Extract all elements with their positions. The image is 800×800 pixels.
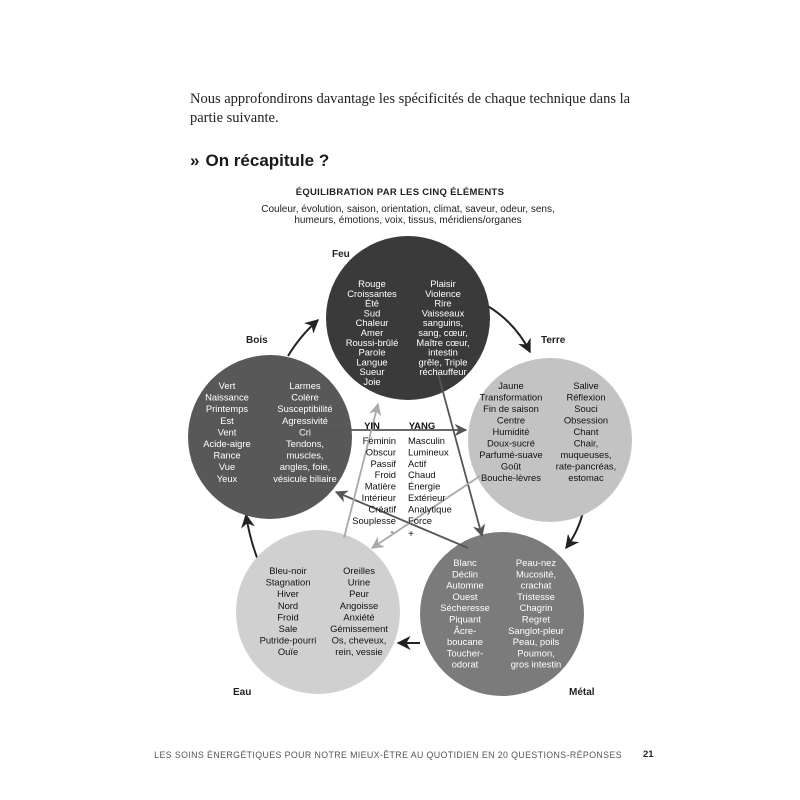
diagram-text-line: Amer bbox=[360, 327, 384, 338]
diagram-text-line: estomac bbox=[568, 472, 604, 483]
diagram-text-line: Naissance bbox=[205, 391, 249, 403]
diagram-text-line: Tristesse bbox=[517, 590, 555, 602]
diagram-text-line: Colère bbox=[291, 391, 319, 403]
diagram-text-line: Gémissement bbox=[330, 623, 388, 634]
diagram-text-line: Chant bbox=[573, 426, 599, 437]
diagram-text-line: réchauffeur bbox=[419, 366, 467, 378]
diagram-text-line: rate-pancréas, bbox=[555, 460, 617, 472]
circle-metal bbox=[420, 532, 584, 696]
intro-paragraph: Nous approfondirons davantage les spécificités de chaque technique dans la partie suivante. bbox=[190, 91, 631, 126]
diagram-text-line: Automne bbox=[446, 579, 484, 591]
diagram-text-line: Est bbox=[220, 414, 234, 426]
diagram-text-line: Ouïe bbox=[277, 646, 299, 658]
diagram-text-line: Peau-nez bbox=[515, 557, 557, 568]
circle-bois bbox=[188, 355, 352, 519]
diagram-text-line: Froid bbox=[374, 469, 396, 481]
diagram-text-line: Doux-sucré bbox=[487, 437, 535, 449]
label-metal: Métal bbox=[569, 687, 595, 698]
diagram-text-line: Susceptibilité bbox=[277, 403, 333, 415]
diagram-text-line: Peau, poils bbox=[512, 636, 560, 648]
diagram-text-line: Sueur bbox=[359, 366, 385, 378]
diagram-text-line: Sanglot-pleur bbox=[508, 624, 564, 636]
diagram-text-line: Urine bbox=[347, 576, 371, 588]
yang-column bbox=[408, 435, 452, 526]
diagram-text-line: Nord bbox=[277, 599, 299, 611]
diagram-text-line: Humidité bbox=[492, 426, 530, 437]
label-bois: Bois bbox=[246, 335, 268, 346]
diagram-text-line: Cri bbox=[299, 426, 311, 438]
diagram-text-line: Jaune bbox=[498, 380, 524, 391]
diagram-text-line: Matière bbox=[364, 480, 396, 492]
diagram-text-line: Sud bbox=[363, 307, 381, 319]
diagram-text-line: Rire bbox=[434, 297, 452, 309]
diagram-text-line: grêle, Triple bbox=[418, 356, 468, 368]
diagram-text-line: rein, vessie bbox=[335, 646, 383, 658]
diagram-text-line: intestin bbox=[428, 346, 458, 358]
diagram-text-line: Printemps bbox=[205, 403, 249, 415]
diagram-text-line: Mucosité, bbox=[515, 568, 557, 580]
diagram-text-line: Hiver bbox=[277, 588, 299, 600]
diagram-text-line: Stagnation bbox=[265, 576, 311, 588]
diagram-text-line: Salive bbox=[573, 380, 599, 391]
diagram-text-line: Analytique bbox=[408, 503, 452, 515]
diagram-text-line: Croissantes bbox=[347, 287, 397, 299]
diagram-text-line: Joie bbox=[363, 376, 381, 387]
diagram-text-line: sang, cœur, bbox=[418, 327, 468, 338]
page-number: 21 bbox=[643, 749, 654, 760]
diagram-text-line: Blanc bbox=[453, 557, 477, 568]
diagram-text-line: Souci bbox=[574, 403, 598, 414]
diagram-text-line: Actif bbox=[408, 457, 427, 469]
yang-sign: + bbox=[408, 529, 414, 540]
diagram-text-line: Langue bbox=[356, 356, 388, 368]
yin-label: YIN bbox=[364, 421, 380, 432]
diagram-text-line: Énergie bbox=[408, 480, 441, 492]
diagram-text-line: Parfumé-suave bbox=[479, 449, 543, 460]
diagram-text-line: Chagrin bbox=[519, 602, 553, 614]
diagram-text-line: Plaisir bbox=[430, 278, 456, 289]
diagram-text-line: Chaleur bbox=[355, 317, 389, 329]
diagram-text-line: Poumon, bbox=[517, 647, 555, 659]
diagram-text-line: Anxiété bbox=[343, 611, 375, 623]
diagram-text-line: Masculin bbox=[408, 435, 445, 446]
diagram-text-line: Yeux bbox=[216, 472, 238, 484]
diagram-text-line: Angoisse bbox=[339, 599, 379, 611]
cycle-arrow-feu-terre bbox=[486, 305, 530, 352]
diagram-text-line: Centre bbox=[496, 414, 526, 426]
diagram-text-line: angles, foie, bbox=[279, 461, 331, 473]
diagram-text-line: Déclin bbox=[451, 568, 479, 580]
label-eau: Eau bbox=[233, 687, 252, 698]
diagram-text-line: Chair, bbox=[573, 437, 599, 449]
diagram-text-line: Rance bbox=[213, 449, 241, 461]
cycle-arrow-eau-bois bbox=[246, 515, 258, 560]
diagram-text-line: Roussi-brûlé bbox=[345, 336, 399, 348]
diagram-text-line: Maître cœur, bbox=[416, 336, 470, 348]
diagram-text-line: Extérieur bbox=[408, 492, 446, 503]
section-heading-text: On récapitule ? bbox=[205, 151, 330, 170]
figure-subtitle: Couleur, évolution, saison, orientation, climat, saveur, odeur, sens, humeurs, émotions, voix, tissus, méridiens/organes bbox=[261, 204, 555, 226]
yang-label: YANG bbox=[408, 421, 436, 432]
diagram-text-line: Intérieur bbox=[361, 492, 396, 503]
diagram-text-line: Piquant bbox=[449, 613, 481, 625]
label-terre: Terre bbox=[541, 335, 566, 346]
diagram-text-line: Agressivité bbox=[282, 414, 328, 426]
diagram-text-line: Oreilles bbox=[343, 565, 375, 576]
diagram-text-line: Féminin bbox=[362, 435, 396, 446]
diagram-text-line: Force bbox=[408, 514, 432, 526]
diagram-text-line: Larmes bbox=[289, 380, 321, 391]
yin-sign: - bbox=[390, 527, 394, 538]
diagram-text-line: Sale bbox=[278, 623, 298, 634]
diagram-text-line: Parole bbox=[358, 346, 386, 358]
diagram-text-line: odorat bbox=[451, 658, 479, 670]
diagram-text-line: Vue bbox=[218, 461, 236, 473]
diagram-text-line: Fin de saison bbox=[483, 403, 539, 414]
diagram-text-line: Acide-aigre bbox=[203, 438, 251, 449]
diagram-text-line: Été bbox=[364, 297, 380, 309]
footer-running-title: LES SOINS ÉNERGÉTIQUES POUR NOTRE MIEUX-ÊTRE AU QUOTIDIEN EN 20 QUESTIONS-RÉPONSES bbox=[154, 750, 622, 760]
diagram-text-line: Obsession bbox=[563, 414, 609, 426]
diagram-text-line: Tendons, bbox=[285, 438, 325, 449]
diagram-text-line: Violence bbox=[425, 287, 461, 299]
cycle-arrow-bois-feu bbox=[288, 320, 318, 356]
diagram-text-line: Vert bbox=[218, 380, 236, 391]
diagram-text-line: Transformation bbox=[479, 391, 543, 403]
diagram-text-line: Créatif bbox=[368, 503, 396, 515]
diagram-text-line: Os, cheveux, bbox=[331, 634, 387, 646]
diagram-text-line: Passif bbox=[370, 457, 396, 469]
diagram-text-line: Froid bbox=[277, 611, 299, 623]
diagram-text-line: Ouest bbox=[452, 590, 478, 602]
diagram-text-line: Toucher- bbox=[446, 647, 484, 659]
diagram-text-line: Bouche-lèvres bbox=[481, 472, 541, 483]
diagram-text-line: Souplesse bbox=[352, 514, 396, 526]
diagram-text-line: Putride-pourri bbox=[259, 634, 317, 646]
diagram-text-line: vésicule biliaire bbox=[273, 472, 337, 484]
diagram-text-line: Chaud bbox=[408, 469, 436, 481]
diagram-text-line: Obscur bbox=[365, 446, 396, 458]
diagram-text-line: muscles, bbox=[286, 449, 324, 461]
label-feu: Feu bbox=[332, 249, 350, 260]
diagram-text-line: Bleu-noir bbox=[269, 565, 307, 576]
diagram-text-line: Lumineux bbox=[408, 446, 449, 458]
diagram-text-line: muqueuses, bbox=[560, 449, 612, 460]
figure-title: ÉQUILIBRATION PAR LES CINQ ÉLÉMENTS bbox=[295, 187, 505, 198]
diagram-text-line: Rouge bbox=[358, 278, 386, 289]
diagram-text-line: sanguins, bbox=[422, 317, 464, 329]
diagram-text-line: gros intestin bbox=[510, 658, 562, 670]
section-marker: » bbox=[190, 151, 200, 170]
diagram-text-line: Réflexion bbox=[566, 391, 606, 403]
diagram-text-line: crachat bbox=[520, 579, 552, 591]
diagram-text-line: Âcre- bbox=[453, 624, 477, 636]
diagram-text-line: boucane bbox=[447, 636, 483, 648]
diagram-text-line: Peur bbox=[349, 588, 369, 600]
circle-eau bbox=[236, 530, 400, 694]
diagram-text-line: Regret bbox=[521, 613, 551, 625]
diagram-text-line: Vent bbox=[217, 426, 237, 438]
diagram-text-line: Vaisseaux bbox=[421, 307, 465, 319]
diagram-text-line: Sécheresse bbox=[440, 602, 490, 614]
diagram-text-line: Goût bbox=[500, 460, 522, 472]
